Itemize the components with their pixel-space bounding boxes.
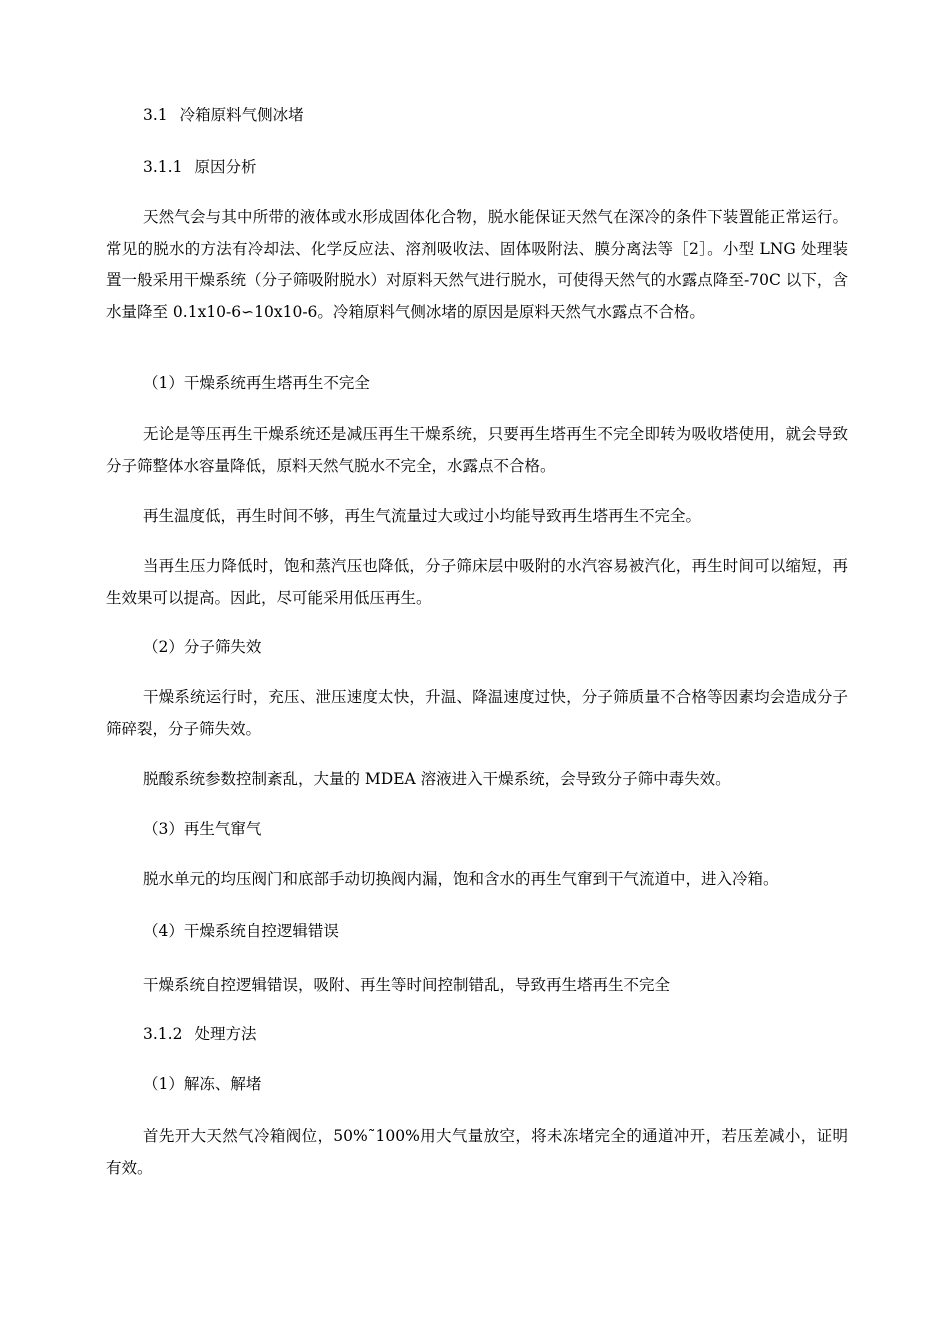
item-heading-2: （2）分子筛失效 (143, 638, 262, 656)
paragraph-2a: 干燥系统运行时，充压、泄压速度太快，升温、降温速度过快，分子筛质量不合格等因素均会造成分子筛碎裂，分子筛失效。 (106, 688, 848, 738)
section-title: 原因分析 (194, 158, 257, 176)
paragraph-5a: 首先开大天然气冷箱阀位，50%˜100%用大气量放空，将未冻堵完全的通道冲开，若压差减小，证明有效。 (106, 1127, 848, 1177)
section-number: 3.1 (143, 106, 168, 124)
section-heading-3-1-2 (106, 1019, 848, 1051)
paragraph-3a: 脱水单元的均压阀门和底部手动切换阀内漏，饱和含水的再生气窜到干气流道中，进入冷箱。 (143, 870, 779, 888)
section-number: 3.1.2 (143, 1025, 183, 1043)
paragraph-1a: 无论是等压再生干燥系统还是减压再生干燥系统，只要再生塔再生不完全即转为吸收塔使用，就会导致分子筛整体水容量降低，原料天然气脱水不完全，水露点不合格。 (106, 425, 848, 475)
section-heading-3-1-1 (106, 152, 848, 184)
paragraph-2b: 脱酸系统参数控制紊乱，大量的 MDEA 溶液进入干燥系统，会导致分子筛中毒失效。 (143, 770, 731, 788)
item-heading-4: （4）干燥系统自控逻辑错误 (143, 922, 339, 940)
section-number: 3.1.1 (143, 158, 183, 176)
paragraph-4a: 干燥系统自控逻辑错误，吸附、再生等时间控制错乱，导致再生塔再生不完全 (143, 976, 671, 994)
section-title: 冷箱原料气侧冰堵 (179, 106, 304, 124)
section-title: 处理方法 (194, 1025, 257, 1043)
paragraph-1c: 当再生压力降低时，饱和蒸汽压也降低，分子筛床层中吸附的水汽容易被汽化，再生时间可以缩短，再生效果可以提高。因此，尽可能采用低压再生。 (106, 557, 848, 607)
item-heading-1: （1）干燥系统再生塔再生不完全 (143, 374, 370, 392)
paragraph-1b: 再生温度低，再生时间不够，再生气流量过大或过小均能导致再生塔再生不完全。 (143, 507, 702, 525)
paragraph-intro: 天然气会与其中所带的液体或水形成固体化合物，脱水能保证天然气在深冷的条件下装置能正常运行。常见的脱水的方法有冷却法、化学反应法、溶剂吸收法、固体吸附法、膜分离法等［2］。小型 LNG 处理装置一般采用干燥系统（分子筛吸附脱水）对原料天然气进行脱水，可使得天然气的水露点降至-70C 以下，含水量降至 0.1x10-6∽10x10-6。冷箱原料气侧冰堵的原因是原料天然气水露点不合格。 (106, 208, 848, 321)
item-heading-5: （1）解冻、解堵 (143, 1075, 262, 1093)
item-heading-3: （3）再生气窜气 (143, 820, 262, 838)
section-heading-3-1 (106, 100, 848, 132)
